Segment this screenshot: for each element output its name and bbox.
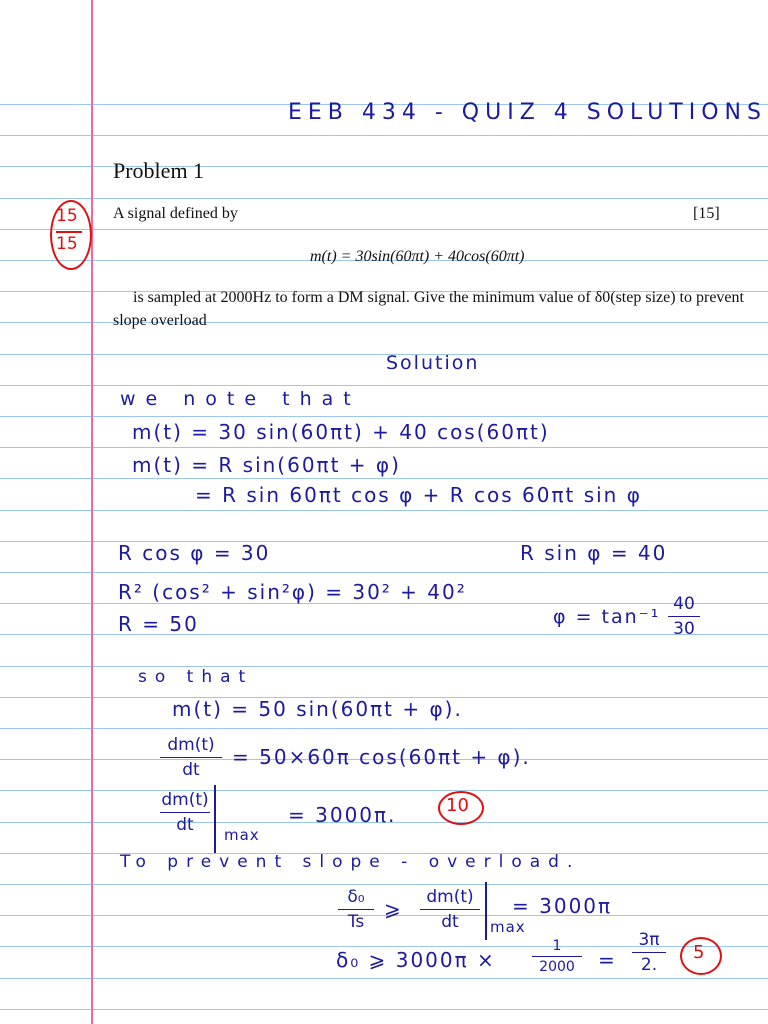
phi-numerator: 40 [673, 594, 695, 614]
derivative-num: dm(t) [161, 790, 209, 810]
solution-rcos: R cos φ = 30 [118, 541, 271, 565]
solution-line-expand: = R sin 60πt cos φ + R cos 60πt sin φ [195, 483, 642, 507]
ruled-line [0, 666, 768, 667]
solution-m50: m(t) = 50 sin(60πt + φ). [172, 697, 463, 721]
ruled-line [0, 572, 768, 573]
ruled-line [0, 1009, 768, 1010]
solution-max-value: = 3000π. [288, 803, 397, 827]
signal-equation: m(t) = 30sin(60πt) + 40cos(60πt) [310, 248, 525, 265]
solution-line-note: we note that [120, 388, 361, 410]
statement-line2: slope overload [113, 312, 207, 329]
solution-rsin-val: R sin φ = 40 [520, 541, 668, 565]
solution-bound: = 3000π [512, 894, 613, 918]
solution-line-mt: m(t) = 30 sin(60πt) + 40 cos(60πt) [132, 420, 550, 444]
score-5: 5 [693, 942, 705, 963]
fraction-bar [420, 909, 480, 910]
ruled-line [0, 634, 768, 635]
delta-num: δ₀ [347, 887, 365, 907]
evaluation-bar [485, 882, 487, 940]
solution-prevent: To prevent slope - overload. [120, 852, 581, 872]
fraction-den: 2. [640, 955, 658, 975]
derivative-fraction-3 [420, 887, 480, 932]
ruled-line [0, 135, 768, 136]
score-top: 15 [56, 206, 78, 226]
equals-sign: = [598, 948, 617, 972]
solution-so-that: so that [138, 667, 254, 687]
one-over-2000 [532, 938, 582, 975]
solution-final: δ₀ ⩾ 3000π × [336, 948, 496, 972]
ruled-line [0, 728, 768, 729]
derivative-fraction-2 [160, 790, 210, 835]
derivative-den: dt [182, 760, 200, 780]
derivative-den: dt [176, 815, 194, 835]
fraction-num: 3π [638, 930, 660, 950]
ruled-line [0, 229, 768, 230]
ruled-line [0, 978, 768, 979]
fraction-bar [668, 616, 700, 617]
solution-derivative: = 50×60π cos(60πt + φ). [232, 745, 531, 769]
geq-sign: ⩾ [384, 897, 403, 921]
statement-line1: is sampled at 2000Hz to form a DM signal. Give the minimum value of δ0(step size) to prevent [133, 289, 744, 306]
phi-denominator: 30 [673, 619, 695, 639]
solution-phi: φ = tan⁻¹ [553, 606, 661, 628]
fraction-bar [338, 909, 374, 910]
ruled-line [0, 790, 768, 791]
page-title: EEB 434 - QUIZ 4 SOLUTIONS [288, 100, 767, 125]
evaluation-bar [214, 785, 216, 853]
max-subscript: max [224, 826, 260, 844]
derivative-num: dm(t) [426, 887, 474, 907]
solution-title: Solution [386, 352, 480, 374]
ruled-line [0, 510, 768, 511]
fraction-bar [160, 812, 210, 813]
score-bottom: 15 [56, 234, 78, 254]
derivative-num: dm(t) [167, 735, 215, 755]
marks-label: [15] [693, 205, 720, 222]
ruled-line [0, 884, 768, 885]
solution-r-value: R = 50 [118, 612, 199, 636]
ruled-line [0, 416, 768, 417]
derivative-fraction-1 [160, 735, 222, 780]
problem-heading: Problem 1 [113, 158, 205, 183]
delta-den: Ts [347, 912, 365, 932]
phi-fraction [668, 594, 700, 639]
statement-intro: A signal defined by [113, 205, 238, 222]
solution-identity: R² (cos² + sin²φ) = 30² + 40² [118, 580, 467, 604]
ruled-line [0, 385, 768, 386]
ruled-line [0, 447, 768, 448]
ruled-line [0, 198, 768, 199]
ruled-line [0, 354, 768, 355]
fraction-den: 2000 [539, 959, 575, 975]
ruled-line [0, 478, 768, 479]
score-divider [56, 231, 82, 233]
score-10: 10 [446, 795, 469, 816]
fraction-bar [532, 956, 582, 957]
fraction-num: 1 [552, 938, 562, 954]
derivative-den: dt [441, 912, 459, 932]
delta-fraction [338, 887, 374, 932]
fraction-bar [160, 757, 222, 758]
margin-line [91, 0, 93, 1024]
solution-line-rsin: m(t) = R sin(60πt + φ) [132, 453, 401, 477]
three-pi-over-two [632, 930, 666, 975]
fraction-bar [632, 952, 666, 953]
max-subscript: max [490, 918, 526, 936]
